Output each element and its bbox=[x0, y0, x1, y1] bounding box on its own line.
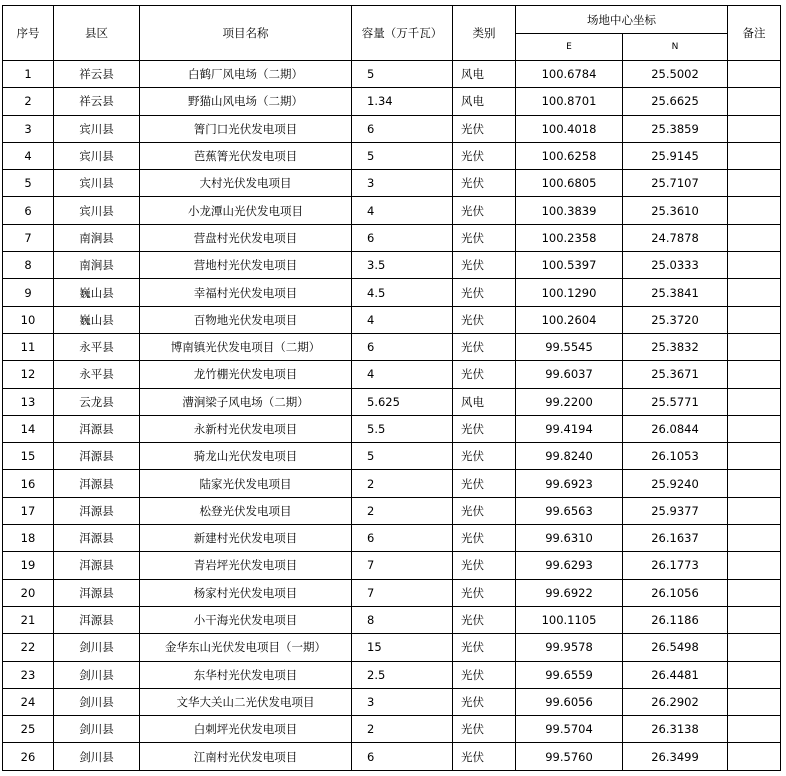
cell-index: 13 bbox=[3, 388, 54, 415]
cell-county: 剑川县 bbox=[54, 634, 140, 661]
cell-county: 剑川县 bbox=[54, 743, 140, 770]
cell-project-name: 陆家光伏发电项目 bbox=[140, 470, 352, 497]
cell-county: 洱源县 bbox=[54, 552, 140, 579]
table-header bbox=[3, 6, 781, 61]
cell-county: 洱源县 bbox=[54, 443, 140, 470]
cell-index: 10 bbox=[3, 306, 54, 333]
table-row bbox=[3, 333, 781, 360]
cell-remark bbox=[728, 170, 781, 197]
cell-project-name: 漕涧梁子风电场（二期） bbox=[140, 388, 352, 415]
cell-project-name: 杨家村光伏发电项目 bbox=[140, 579, 352, 606]
cell-capacity: 4.5 bbox=[352, 279, 453, 306]
cell-n: 26.1053 bbox=[623, 443, 728, 470]
cell-capacity: 5 bbox=[352, 142, 453, 169]
table-row bbox=[3, 552, 781, 579]
cell-index: 21 bbox=[3, 606, 54, 633]
cell-county: 永平县 bbox=[54, 361, 140, 388]
header-remark: 备注 bbox=[728, 6, 781, 61]
cell-county: 洱源县 bbox=[54, 579, 140, 606]
cell-county: 宾川县 bbox=[54, 115, 140, 142]
cell-project-name: 幸福村光伏发电项目 bbox=[140, 279, 352, 306]
cell-n: 26.3138 bbox=[623, 716, 728, 743]
cell-index: 11 bbox=[3, 333, 54, 360]
table-row bbox=[3, 470, 781, 497]
header-index: 序号 bbox=[3, 6, 54, 61]
cell-category: 光伏 bbox=[453, 224, 516, 251]
cell-index: 5 bbox=[3, 170, 54, 197]
cell-index: 18 bbox=[3, 525, 54, 552]
cell-capacity: 6 bbox=[352, 115, 453, 142]
cell-category: 光伏 bbox=[453, 361, 516, 388]
cell-capacity: 6 bbox=[352, 743, 453, 770]
table-row bbox=[3, 88, 781, 115]
cell-n: 25.3671 bbox=[623, 361, 728, 388]
header-n: N bbox=[623, 34, 728, 61]
cell-capacity: 5.625 bbox=[352, 388, 453, 415]
cell-remark bbox=[728, 579, 781, 606]
cell-remark bbox=[728, 279, 781, 306]
cell-category: 光伏 bbox=[453, 716, 516, 743]
cell-index: 20 bbox=[3, 579, 54, 606]
cell-n: 25.9377 bbox=[623, 497, 728, 524]
cell-remark bbox=[728, 661, 781, 688]
cell-capacity: 4 bbox=[352, 306, 453, 333]
cell-e: 99.6922 bbox=[516, 579, 623, 606]
cell-capacity: 3 bbox=[352, 170, 453, 197]
cell-e: 99.9578 bbox=[516, 634, 623, 661]
cell-e: 100.2358 bbox=[516, 224, 623, 251]
cell-county: 南涧县 bbox=[54, 224, 140, 251]
cell-capacity: 2.5 bbox=[352, 661, 453, 688]
cell-project-name: 小干海光伏发电项目 bbox=[140, 606, 352, 633]
cell-category: 风电 bbox=[453, 88, 516, 115]
cell-e: 100.3839 bbox=[516, 197, 623, 224]
cell-index: 23 bbox=[3, 661, 54, 688]
cell-county: 剑川县 bbox=[54, 661, 140, 688]
header-e: E bbox=[516, 34, 623, 61]
cell-capacity: 6 bbox=[352, 525, 453, 552]
cell-project-name: 骑龙山光伏发电项目 bbox=[140, 443, 352, 470]
cell-remark bbox=[728, 361, 781, 388]
header-capacity: 容量（万千瓦） bbox=[352, 6, 453, 61]
cell-project-name: 金华东山光伏发电项目（一期） bbox=[140, 634, 352, 661]
cell-n: 25.3610 bbox=[623, 197, 728, 224]
cell-e: 99.6310 bbox=[516, 525, 623, 552]
table-row bbox=[3, 197, 781, 224]
cell-index: 3 bbox=[3, 115, 54, 142]
cell-project-name: 江南村光伏发电项目 bbox=[140, 743, 352, 770]
cell-capacity: 3.5 bbox=[352, 252, 453, 279]
header-category: 类别 bbox=[453, 6, 516, 61]
cell-n: 26.3499 bbox=[623, 743, 728, 770]
cell-e: 99.6923 bbox=[516, 470, 623, 497]
cell-index: 9 bbox=[3, 279, 54, 306]
cell-index: 6 bbox=[3, 197, 54, 224]
cell-project-name: 百物地光伏发电项目 bbox=[140, 306, 352, 333]
cell-category: 光伏 bbox=[453, 525, 516, 552]
cell-remark bbox=[728, 634, 781, 661]
cell-capacity: 6 bbox=[352, 224, 453, 251]
cell-category: 光伏 bbox=[453, 661, 516, 688]
cell-project-name: 大村光伏发电项目 bbox=[140, 170, 352, 197]
cell-n: 26.1773 bbox=[623, 552, 728, 579]
cell-project-name: 营地村光伏发电项目 bbox=[140, 252, 352, 279]
table-row bbox=[3, 361, 781, 388]
cell-category: 光伏 bbox=[453, 197, 516, 224]
cell-index: 25 bbox=[3, 716, 54, 743]
cell-remark bbox=[728, 552, 781, 579]
cell-category: 光伏 bbox=[453, 743, 516, 770]
cell-capacity: 7 bbox=[352, 552, 453, 579]
cell-capacity: 2 bbox=[352, 497, 453, 524]
cell-project-name: 青岩坪光伏发电项目 bbox=[140, 552, 352, 579]
table-row bbox=[3, 634, 781, 661]
cell-category: 光伏 bbox=[453, 552, 516, 579]
cell-county: 南涧县 bbox=[54, 252, 140, 279]
table-row bbox=[3, 688, 781, 715]
cell-e: 99.4194 bbox=[516, 415, 623, 442]
cell-county: 洱源县 bbox=[54, 497, 140, 524]
cell-remark bbox=[728, 415, 781, 442]
cell-index: 7 bbox=[3, 224, 54, 251]
cell-n: 26.2902 bbox=[623, 688, 728, 715]
cell-remark bbox=[728, 743, 781, 770]
cell-project-name: 白刺坪光伏发电项目 bbox=[140, 716, 352, 743]
cell-remark bbox=[728, 497, 781, 524]
header-project-name: 项目名称 bbox=[140, 6, 352, 61]
cell-e: 100.1290 bbox=[516, 279, 623, 306]
cell-county: 宾川县 bbox=[54, 170, 140, 197]
cell-county: 祥云县 bbox=[54, 61, 140, 88]
cell-project-name: 文华大关山二光伏发电项目 bbox=[140, 688, 352, 715]
cell-capacity: 4 bbox=[352, 197, 453, 224]
cell-remark bbox=[728, 252, 781, 279]
cell-capacity: 4 bbox=[352, 361, 453, 388]
cell-n: 25.5002 bbox=[623, 61, 728, 88]
table-row bbox=[3, 716, 781, 743]
cell-n: 25.9145 bbox=[623, 142, 728, 169]
cell-index: 19 bbox=[3, 552, 54, 579]
cell-category: 光伏 bbox=[453, 470, 516, 497]
cell-county: 祥云县 bbox=[54, 88, 140, 115]
cell-index: 26 bbox=[3, 743, 54, 770]
table-row bbox=[3, 579, 781, 606]
cell-county: 洱源县 bbox=[54, 606, 140, 633]
cell-project-name: 小龙潭山光伏发电项目 bbox=[140, 197, 352, 224]
cell-category: 光伏 bbox=[453, 142, 516, 169]
cell-e: 99.6293 bbox=[516, 552, 623, 579]
cell-project-name: 箐门口光伏发电项目 bbox=[140, 115, 352, 142]
cell-category: 光伏 bbox=[453, 606, 516, 633]
cell-project-name: 芭蕉箐光伏发电项目 bbox=[140, 142, 352, 169]
cell-capacity: 8 bbox=[352, 606, 453, 633]
cell-index: 17 bbox=[3, 497, 54, 524]
cell-category: 光伏 bbox=[453, 497, 516, 524]
table-row bbox=[3, 115, 781, 142]
cell-project-name: 营盘村光伏发电项目 bbox=[140, 224, 352, 251]
cell-e: 100.1105 bbox=[516, 606, 623, 633]
cell-remark bbox=[728, 306, 781, 333]
cell-capacity: 7 bbox=[352, 579, 453, 606]
table-row bbox=[3, 443, 781, 470]
table-row bbox=[3, 606, 781, 633]
cell-category: 光伏 bbox=[453, 443, 516, 470]
cell-n: 24.7878 bbox=[623, 224, 728, 251]
cell-project-name: 新建村光伏发电项目 bbox=[140, 525, 352, 552]
header-coordinates: 场地中心坐标 bbox=[516, 6, 728, 34]
cell-n: 26.1637 bbox=[623, 525, 728, 552]
cell-capacity: 2 bbox=[352, 716, 453, 743]
cell-project-name: 松登光伏发电项目 bbox=[140, 497, 352, 524]
cell-county: 洱源县 bbox=[54, 525, 140, 552]
cell-project-name: 白鹤厂风电场（二期） bbox=[140, 61, 352, 88]
cell-county: 剑川县 bbox=[54, 688, 140, 715]
cell-county: 巍山县 bbox=[54, 279, 140, 306]
cell-remark bbox=[728, 525, 781, 552]
cell-county: 宾川县 bbox=[54, 197, 140, 224]
cell-e: 100.6805 bbox=[516, 170, 623, 197]
cell-remark bbox=[728, 388, 781, 415]
cell-e: 100.2604 bbox=[516, 306, 623, 333]
cell-index: 22 bbox=[3, 634, 54, 661]
cell-capacity: 5.5 bbox=[352, 415, 453, 442]
cell-capacity: 1.34 bbox=[352, 88, 453, 115]
cell-n: 26.0844 bbox=[623, 415, 728, 442]
table-row bbox=[3, 170, 781, 197]
cell-e: 100.4018 bbox=[516, 115, 623, 142]
cell-n: 26.4481 bbox=[623, 661, 728, 688]
cell-category: 风电 bbox=[453, 61, 516, 88]
cell-e: 100.6258 bbox=[516, 142, 623, 169]
cell-index: 16 bbox=[3, 470, 54, 497]
cell-remark bbox=[728, 197, 781, 224]
cell-index: 15 bbox=[3, 443, 54, 470]
cell-project-name: 龙竹棚光伏发电项目 bbox=[140, 361, 352, 388]
cell-e: 99.6056 bbox=[516, 688, 623, 715]
cell-e: 99.5760 bbox=[516, 743, 623, 770]
cell-category: 光伏 bbox=[453, 279, 516, 306]
cell-e: 99.6563 bbox=[516, 497, 623, 524]
table-row bbox=[3, 661, 781, 688]
cell-category: 光伏 bbox=[453, 115, 516, 142]
cell-remark bbox=[728, 606, 781, 633]
table-row bbox=[3, 252, 781, 279]
cell-remark bbox=[728, 142, 781, 169]
cell-index: 8 bbox=[3, 252, 54, 279]
cell-remark bbox=[728, 115, 781, 142]
cell-index: 12 bbox=[3, 361, 54, 388]
cell-e: 99.2200 bbox=[516, 388, 623, 415]
cell-n: 26.1186 bbox=[623, 606, 728, 633]
cell-n: 25.9240 bbox=[623, 470, 728, 497]
cell-e: 99.8240 bbox=[516, 443, 623, 470]
cell-index: 24 bbox=[3, 688, 54, 715]
cell-remark bbox=[728, 470, 781, 497]
cell-capacity: 2 bbox=[352, 470, 453, 497]
cell-category: 光伏 bbox=[453, 579, 516, 606]
cell-n: 25.5771 bbox=[623, 388, 728, 415]
cell-category: 光伏 bbox=[453, 688, 516, 715]
cell-e: 99.6559 bbox=[516, 661, 623, 688]
cell-index: 2 bbox=[3, 88, 54, 115]
table-row bbox=[3, 497, 781, 524]
cell-capacity: 5 bbox=[352, 61, 453, 88]
cell-e: 99.5545 bbox=[516, 333, 623, 360]
project-table bbox=[2, 5, 781, 771]
table-row bbox=[3, 224, 781, 251]
cell-n: 25.3859 bbox=[623, 115, 728, 142]
cell-category: 风电 bbox=[453, 388, 516, 415]
cell-capacity: 6 bbox=[352, 333, 453, 360]
cell-n: 25.3720 bbox=[623, 306, 728, 333]
table-row bbox=[3, 388, 781, 415]
cell-county: 云龙县 bbox=[54, 388, 140, 415]
cell-capacity: 15 bbox=[352, 634, 453, 661]
cell-category: 光伏 bbox=[453, 252, 516, 279]
cell-n: 25.3832 bbox=[623, 333, 728, 360]
cell-e: 100.6784 bbox=[516, 61, 623, 88]
cell-index: 14 bbox=[3, 415, 54, 442]
cell-n: 26.5498 bbox=[623, 634, 728, 661]
cell-index: 4 bbox=[3, 142, 54, 169]
cell-remark bbox=[728, 716, 781, 743]
cell-remark bbox=[728, 688, 781, 715]
cell-n: 25.6625 bbox=[623, 88, 728, 115]
table-row bbox=[3, 306, 781, 333]
cell-county: 洱源县 bbox=[54, 470, 140, 497]
cell-county: 洱源县 bbox=[54, 415, 140, 442]
cell-category: 光伏 bbox=[453, 306, 516, 333]
cell-project-name: 东华村光伏发电项目 bbox=[140, 661, 352, 688]
header-county: 县区 bbox=[54, 6, 140, 61]
cell-n: 25.3841 bbox=[623, 279, 728, 306]
table-row bbox=[3, 743, 781, 770]
cell-category: 光伏 bbox=[453, 415, 516, 442]
cell-project-name: 永新村光伏发电项目 bbox=[140, 415, 352, 442]
cell-category: 光伏 bbox=[453, 170, 516, 197]
cell-remark bbox=[728, 61, 781, 88]
cell-county: 永平县 bbox=[54, 333, 140, 360]
cell-capacity: 5 bbox=[352, 443, 453, 470]
cell-remark bbox=[728, 443, 781, 470]
cell-project-name: 野猫山风电场（二期） bbox=[140, 88, 352, 115]
cell-county: 剑川县 bbox=[54, 716, 140, 743]
table-row bbox=[3, 61, 781, 88]
cell-e: 100.8701 bbox=[516, 88, 623, 115]
cell-e: 99.5704 bbox=[516, 716, 623, 743]
table-row bbox=[3, 279, 781, 306]
table-row bbox=[3, 525, 781, 552]
cell-e: 99.6037 bbox=[516, 361, 623, 388]
cell-capacity: 3 bbox=[352, 688, 453, 715]
cell-category: 光伏 bbox=[453, 333, 516, 360]
cell-remark bbox=[728, 88, 781, 115]
cell-remark bbox=[728, 224, 781, 251]
cell-n: 25.0333 bbox=[623, 252, 728, 279]
table-body bbox=[3, 61, 781, 771]
cell-remark bbox=[728, 333, 781, 360]
table-row bbox=[3, 415, 781, 442]
cell-category: 光伏 bbox=[453, 634, 516, 661]
cell-n: 25.7107 bbox=[623, 170, 728, 197]
cell-project-name: 博南镇光伏发电项目（二期） bbox=[140, 333, 352, 360]
cell-n: 26.1056 bbox=[623, 579, 728, 606]
table-row bbox=[3, 142, 781, 169]
cell-county: 宾川县 bbox=[54, 142, 140, 169]
cell-county: 巍山县 bbox=[54, 306, 140, 333]
cell-e: 100.5397 bbox=[516, 252, 623, 279]
cell-index: 1 bbox=[3, 61, 54, 88]
